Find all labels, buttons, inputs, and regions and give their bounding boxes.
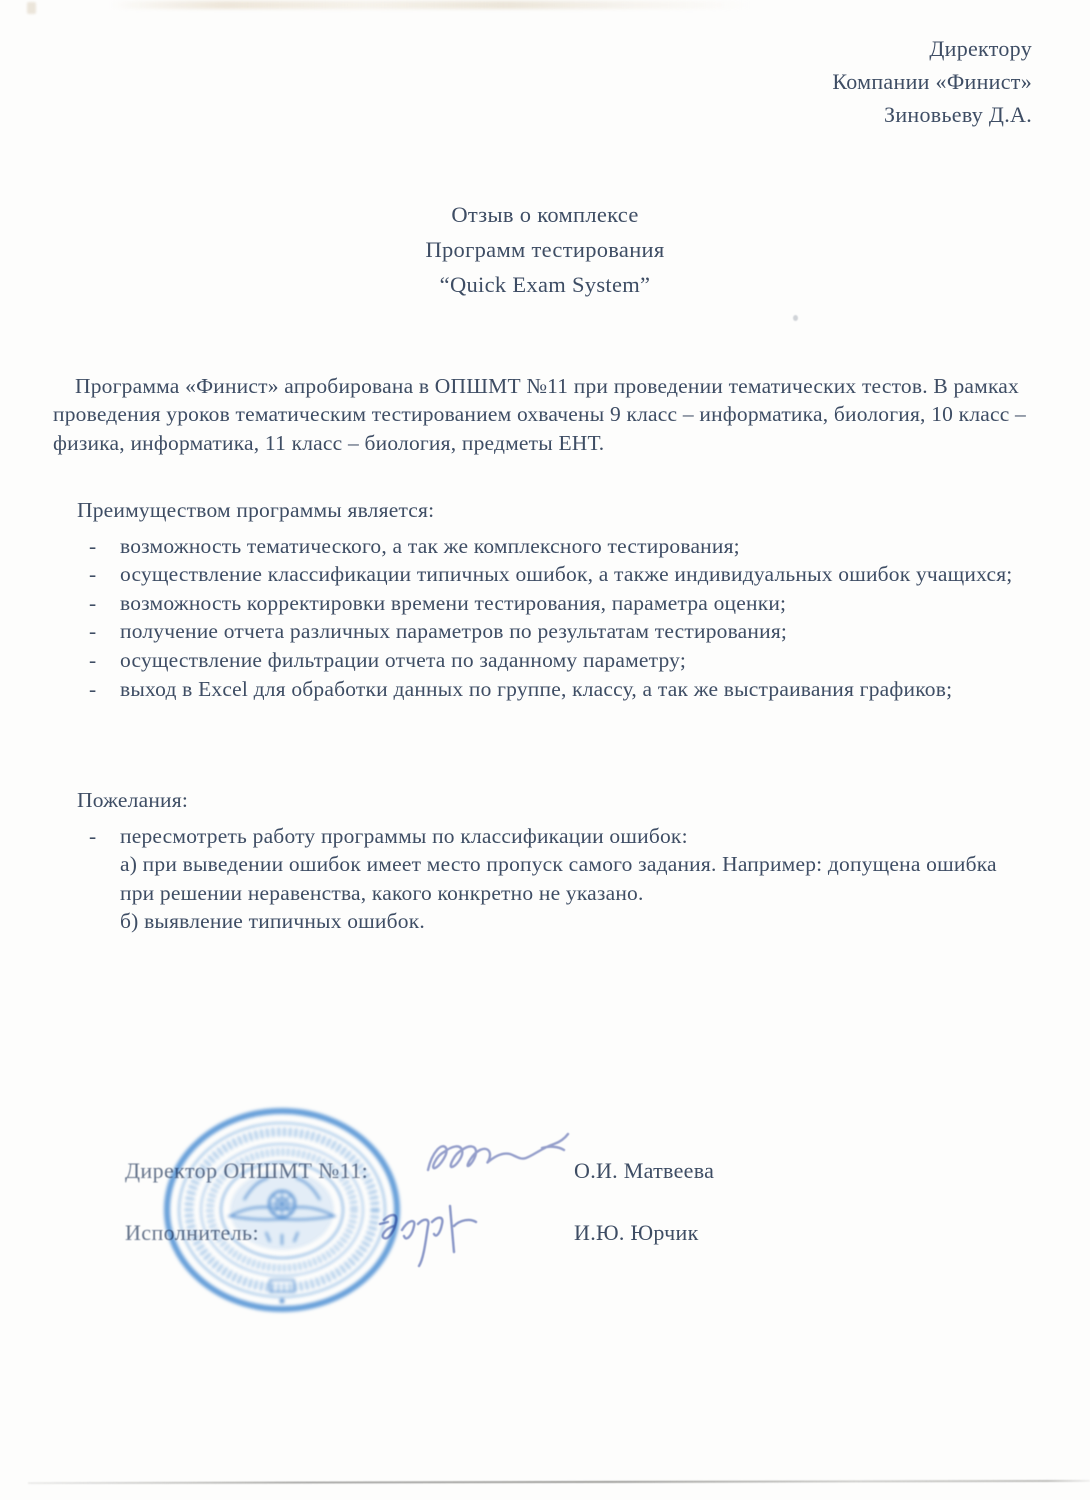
- round-blue-seal-stamp: [158, 1104, 406, 1316]
- advantage-item: - получение отчета различных параметров по результатам тестирования;: [89, 617, 1045, 646]
- scan-artifact-corner: [27, 2, 36, 14]
- wish-subitem: а) при выведении ошибок имеет место пропуск самого задания. Например: допущена ошибка при решении неравенства, какого конкретно не указано.: [120, 852, 997, 905]
- advantage-item: - возможность тематического, а так же комплексного тестирования;: [89, 532, 1045, 561]
- wishes-section: [77, 786, 1045, 936]
- dash-bullet: -: [89, 676, 97, 701]
- wishes-heading: Пожелания:: [77, 788, 189, 812]
- addressee-line: Директору: [929, 36, 1032, 61]
- handwritten-signature-executor: [374, 1194, 499, 1272]
- advantage-item: - осуществление фильтрации отчета по заданному параметру;: [89, 646, 1045, 675]
- title-line: Программ тестирования: [425, 237, 665, 262]
- scan-artifact-top: [110, 1, 750, 9]
- title-line: Отзыв о комплексе: [451, 202, 639, 227]
- dash-bullet: -: [89, 647, 97, 672]
- scan-artifact-dot: [793, 315, 798, 321]
- addressee-block: [832, 32, 1032, 131]
- signature-name-executor: И.Ю. Юрчик: [574, 1220, 699, 1245]
- handwritten-signature-director: [420, 1124, 570, 1186]
- wish-subitem: б) выявление типичных ошибок.: [120, 909, 425, 934]
- dash-bullet: -: [89, 562, 97, 587]
- advantages-section: [77, 496, 1045, 703]
- dash-bullet: -: [89, 590, 97, 615]
- wish-item: - пересмотреть работу программы по классификации ошибок:: [89, 822, 1045, 851]
- signature-name-director: О.И. Матвеева: [574, 1158, 715, 1183]
- signature-label-executor: Исполнитель:: [125, 1220, 259, 1245]
- dash-bullet: -: [89, 823, 97, 848]
- advantages-heading: Преимуществом программы является:: [77, 498, 435, 522]
- advantage-item: - возможность корректировки времени тестирования, параметра оценки;: [89, 589, 1045, 618]
- addressee-line: Зиновьеву Д.А.: [884, 102, 1032, 127]
- advantages-list: [77, 532, 1045, 704]
- document-title: [0, 197, 1090, 302]
- wishes-list: [77, 822, 1045, 851]
- title-line: “Quick Exam System”: [439, 272, 651, 297]
- scan-artifact-bottom-line: [28, 1480, 1090, 1484]
- intro-paragraph: Программа «Финист» апробирована в ОПШМТ №11 при проведении тематических тестов. В рамках проведения уроков тематическим тестированием охвачены 9 класс – информатика, биология, 10 класс – физика, информатика, 11 класс – биология, предметы ЕНТ.: [53, 373, 1027, 455]
- signature-label-director: Директор ОПШМТ №11:: [125, 1158, 369, 1183]
- addressee-line: Компании «Финист»: [832, 69, 1032, 94]
- advantage-item: - осуществление классификации типичных ошибок, а также индивидуальных ошибок учащихся;: [89, 560, 1045, 589]
- dash-bullet: -: [89, 619, 97, 644]
- advantage-item: - выход в Excel для обработки данных по группе, классу, а так же выстраивания графиков;: [89, 675, 1045, 704]
- dash-bullet: -: [89, 533, 97, 558]
